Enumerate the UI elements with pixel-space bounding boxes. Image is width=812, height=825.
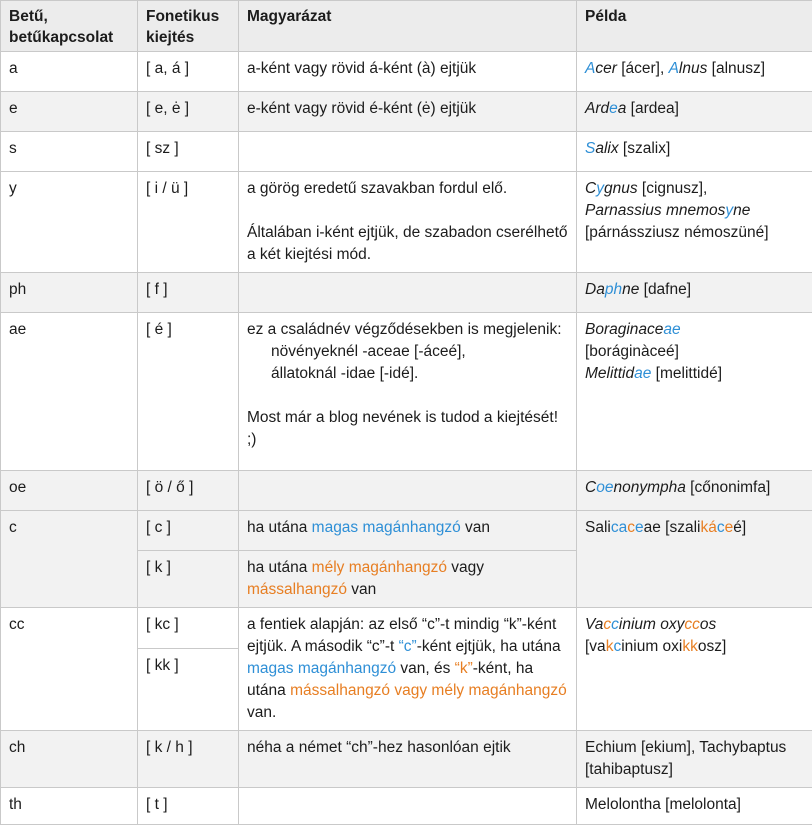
phonetic: [ f ] [138,273,239,313]
example: Acer [ácer], Alnus [alnusz] [577,52,812,92]
row-ph [1,273,812,313]
phonetic: [ a, á ] [138,52,239,92]
phonetic: [ k / h ] [138,731,239,788]
row-ae [1,313,812,471]
phonetic: [ k ] [138,551,239,608]
row-cc-1 [1,608,812,649]
letter: ph [1,273,138,313]
example: Cygnus [cignusz], Parnassius mnemosyne [párnássziusz némoszüné] [577,172,812,273]
phonetic: [ c ] [138,511,239,551]
row-oe [1,471,812,511]
example: Echium [ekium], Tachybaptus [tahibaptusz] [577,731,812,788]
letter: th [1,788,138,825]
explanation [239,273,577,313]
header-letter: Betű, betűkapcsolat [1,1,138,52]
letter: e [1,92,138,132]
header-explanation: Magyarázat [239,1,577,52]
letter: ae [1,313,138,471]
explanation [239,132,577,172]
example: Daphne [dafne] [577,273,812,313]
header-example: Példa [577,1,812,52]
phonetic: [ ö / ő ] [138,471,239,511]
explanation: ha utána mély magánhangzó vagy mássalhangzó van [239,551,577,608]
phonetic: [ t ] [138,788,239,825]
header-phonetic: Fonetikus kiejtés [138,1,239,52]
phonetic: [ sz ] [138,132,239,172]
letter: oe [1,471,138,511]
phonetic: [ kk ] [138,649,239,731]
row-s [1,132,812,172]
letter: y [1,172,138,273]
phonetic: [ kc ] [138,608,239,649]
row-y [1,172,812,273]
phonetic: [ e, ė ] [138,92,239,132]
explanation [239,471,577,511]
row-ch [1,731,812,788]
letter: ch [1,731,138,788]
row-c-1 [1,511,812,551]
row-th [1,788,812,825]
letter: a [1,52,138,92]
letter: cc [1,608,138,731]
example: Salix [szalix] [577,132,812,172]
explanation: a görög eredetű szavakban fordul elő. Általában i-ként ejtjük, de szabadon cserélhető a két kiejtési mód. [239,172,577,273]
example: Vaccinium oxyccos [vakcinium oxikkosz] [577,608,812,731]
letter: s [1,132,138,172]
example: Melolontha [melolonta] [577,788,812,825]
example: Salicaceae [szalikáceé] [577,511,812,608]
example: Boraginaceae [boráginàceé] Melittidae [melittidé] [577,313,812,471]
row-a [1,52,812,92]
explanation: ez a családnév végződésekben is megjelenik: növényeknél -aceae [-áceé], állatoknál -idae [-idé]. Most már a blog nevének is tudod a kiejtését! ;) [239,313,577,471]
explanation [239,788,577,825]
example: Coenonympha [cőnonimfa] [577,471,812,511]
explanation: a fentiek alapján: az első “c”-t mindig “k”-ként ejtjük. A második “c”-t “c”-ként ejtjük, ha utána magas magánhangzó van, és “k”-ként, ha utána mássalhangzó vagy mély magánhangzó van. [239,608,577,731]
row-e [1,92,812,132]
explanation: e-ként vagy rövid é-ként (ė) ejtjük [239,92,577,132]
explanation: ha utána magas magánhangzó van [239,511,577,551]
phonetic: [ é ] [138,313,239,471]
explanation: néha a német “ch”-hez hasonlóan ejtik [239,731,577,788]
explanation: a-ként vagy rövid á-ként (à) ejtjük [239,52,577,92]
phonetic: [ i / ü ] [138,172,239,273]
example: Ardea [ardea] [577,92,812,132]
header-row [1,1,812,52]
letter: c [1,511,138,608]
